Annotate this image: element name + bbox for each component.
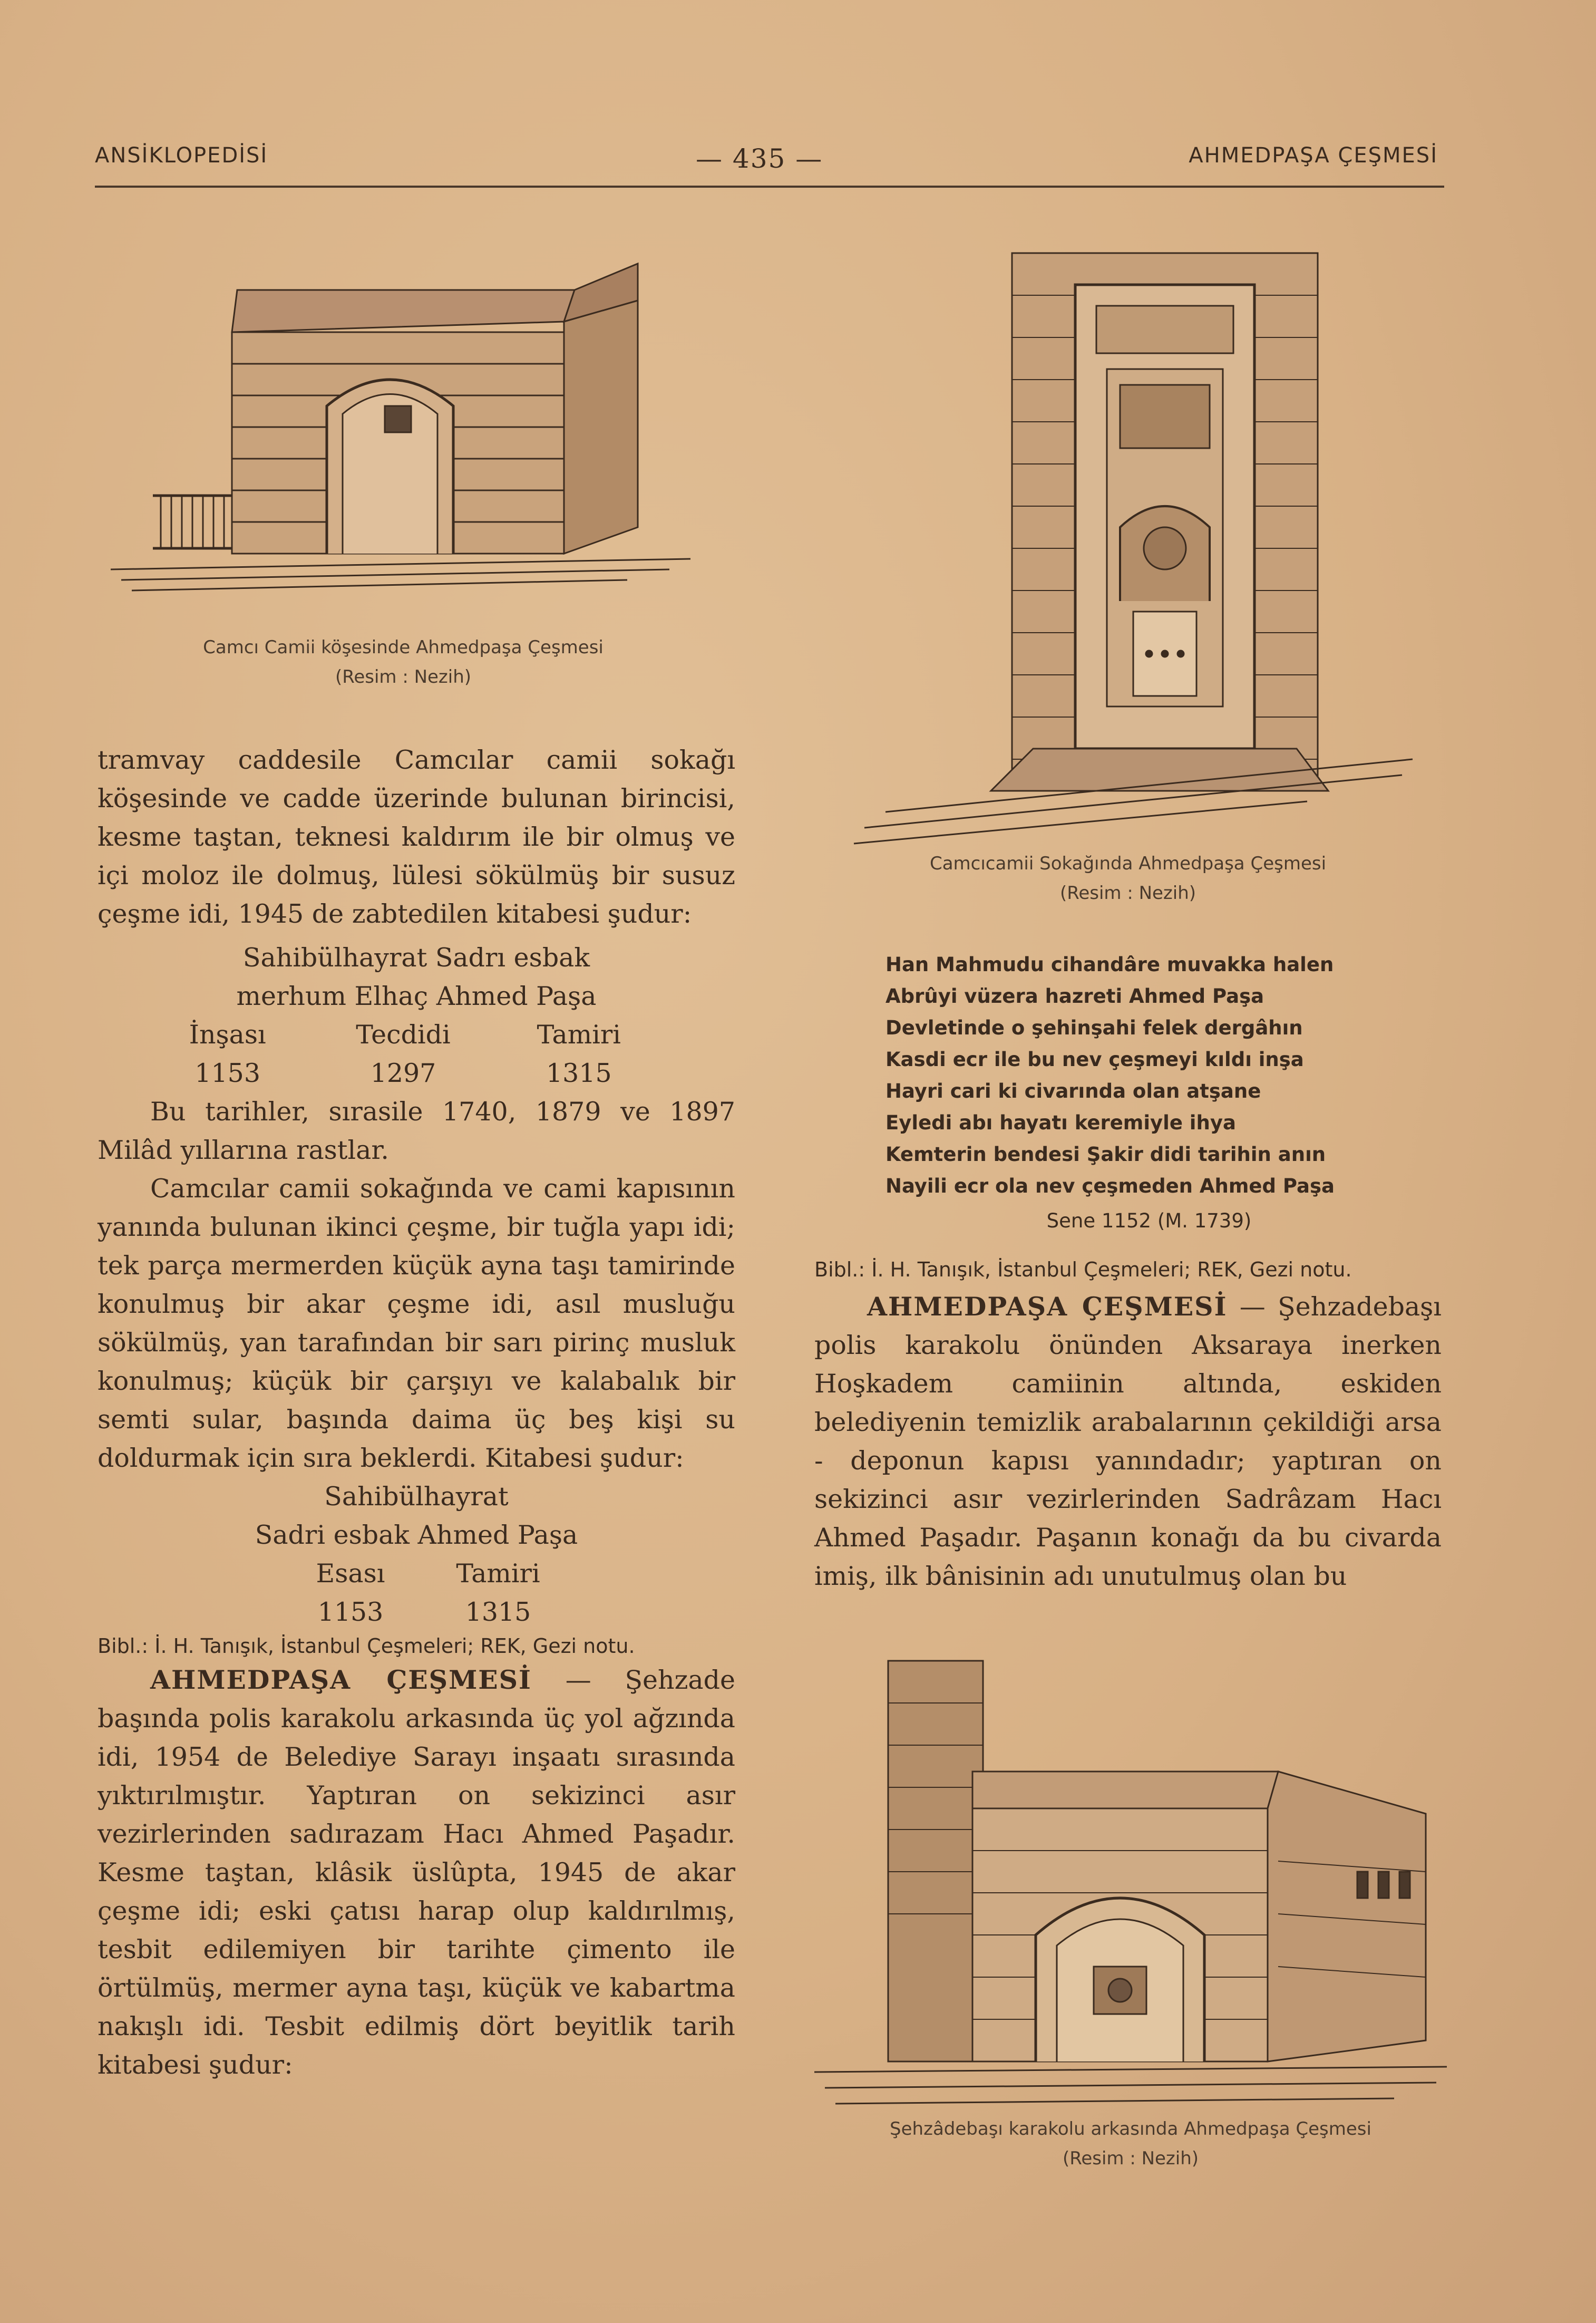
left-entry	[98, 1661, 735, 2084]
inscription-2-years	[277, 1593, 572, 1631]
left-paragraph-1: tramvay caddesile Camcılar camii sokağı köşesinde ve cadde üzerinde bulunan birincisi, kesme taştan, teknesi kaldırım ile bir olmuş ve içi moloz ile dolmuş, lülesi sökülmüş bir susuz çeşme idi, 1945 de zabtedilen kitabesi şudur:	[98, 745, 735, 929]
inscription-1-line-2: merhum Elhaç Ahmed Paşa	[236, 981, 597, 1011]
inscription-2-headers	[277, 1554, 572, 1593]
inscription-2-year: 1315	[465, 1597, 531, 1627]
right-column	[814, 1255, 1442, 1595]
page-number: — 435 —	[696, 143, 823, 174]
left-paragraph-3: Camcılar camii sokağında ve cami kapısının yanında bulunan ikinci çeşme, bir tuğla yapı idi; tek parça mermerden küçük ayna taşı tamirinde konulmuş bir akar çeşme idi, asıl musluğu sökülmüş, yan tarafından bir sarı pirinç musluk konulmuş; küçük bir çarşıyı ve kalabalık bir semti sular, başında daima üç beş kişi su doldurmak için sıra beklerdi. Kitabesi şudur:	[98, 1174, 735, 1473]
inscription-1-headers	[140, 1015, 667, 1054]
inscription-2-line-1: Sahibülhayrat	[324, 1482, 509, 1512]
poem-line: Devletinde o şehinşahi felek dergâhın	[885, 1017, 1303, 1039]
running-head-right: AHMEDPAŞA ÇEŞMESİ	[1189, 143, 1438, 168]
poem-line: Kasdi ecr ile bu nev çeşmeyi kıldı inşa	[885, 1048, 1304, 1071]
right-entry-title: AHMEDPAŞA ÇEŞMESİ	[867, 1291, 1228, 1322]
right-entry-text: — Şehzadebaşı polis karakolu önünden Aksaraya inerken Hoşkadem camiinin altında, eskiden belediyenin temizlik arabalarının çekildiği arsa - deponun kapısı yanındadır; yaptıran on sekizinci asır vezirlerinden Sadrâzam Hacı Ahmed Paşadır. Paşanın konağı da bu civarda imiş, ilk bânisinin adı unutulmuş olan bu	[814, 1292, 1442, 1591]
inscription-1	[98, 938, 735, 1092]
figure-3-caption-credit: (Resim : Nezih)	[1062, 2148, 1199, 2169]
inscription-1-year: 1297	[370, 1058, 436, 1088]
left-bibliography: Bibl.: İ. H. Tanışık, İstanbul Çeşmeleri; REK, Gezi notu.	[98, 1634, 635, 1658]
figure-1-caption-credit: (Resim : Nezih)	[335, 666, 472, 688]
figure-2-caption	[833, 849, 1423, 908]
inscription-1-line-1: Sahibülhayrat Sadrı esbak	[242, 943, 590, 973]
running-head-left: ANSİKLOPEDİSİ	[95, 143, 268, 168]
figure-2-caption-title: Camcıcamii Sokağında Ahmedpaşa Çeşmesi	[929, 853, 1327, 874]
figure-3-caption-title: Şehzâdebaşı karakolu arkasında Ahmedpaşa Çeşmesi	[890, 2118, 1371, 2140]
inscription-2	[98, 1477, 735, 1631]
poem-line: Nayili ecr ola nev çeşmeden Ahmed Paşa	[885, 1175, 1335, 1197]
poem-line: Abrûyi vüzera hazreti Ahmed Paşa	[885, 985, 1264, 1008]
inscription-1-header: Tecdidi	[356, 1020, 451, 1050]
left-paragraph-2: Bu tarihler, sırasile 1740, 1879 ve 1897 Milâd yıllarına rastlar.	[98, 1097, 735, 1165]
left-column	[98, 741, 735, 2084]
figure-1-caption-title: Camcı Camii köşesinde Ahmedpaşa Çeşmesi	[203, 637, 604, 658]
poem-line: Han Mahmudu cihandâre muvakka halen	[885, 953, 1334, 976]
poem-line: Kemterin bendesi Şakir didi tarihin anın	[885, 1143, 1326, 1166]
inscription-2-header: Tamiri	[456, 1559, 540, 1589]
right-entry	[814, 1288, 1442, 1595]
left-entry-title: AHMEDPAŞA ÇEŞMESİ	[150, 1664, 532, 1695]
inscription-1-year: 1315	[546, 1058, 612, 1088]
inscription-1-year: 1153	[194, 1058, 261, 1088]
figure-3-illustration	[814, 1650, 1447, 2109]
inscription-poem	[885, 949, 1413, 1237]
poem-line: Eyledi abı hayatı keremiyle ihya	[885, 1111, 1236, 1134]
inscription-1-header: İnşası	[189, 1020, 266, 1050]
poem-line: Hayri cari ki civarında olan atşane	[885, 1080, 1261, 1102]
figure-1-caption	[111, 633, 696, 692]
figure-3-caption	[814, 2114, 1447, 2173]
right-bibliography: Bibl.: İ. H. Tanışık, İstanbul Çeşmeleri; REK, Gezi notu.	[814, 1258, 1352, 1281]
figure-2-caption-credit: (Resim : Nezih)	[1059, 883, 1196, 904]
poem-date: Sene 1152 (M. 1739)	[1046, 1209, 1252, 1232]
inscription-2-year: 1153	[317, 1597, 384, 1627]
header-rule	[95, 186, 1444, 188]
figure-2-illustration	[833, 232, 1423, 849]
inscription-2-header: Esası	[316, 1559, 385, 1589]
inscription-1-years	[140, 1054, 667, 1092]
figure-1-illustration	[111, 232, 696, 601]
inscription-1-header: Tamiri	[537, 1020, 621, 1050]
inscription-2-line-2: Sadri esbak Ahmed Paşa	[255, 1520, 578, 1550]
left-entry-text: — Şehzade başında polis karakolu arkasında üç yol ağzında idi, 1954 de Belediye Sarayı inşaatı sırasında yıktırılmıştır. Yaptıran on sekizinci asır vezirlerinden sadırazam Hacı Ahmed Paşadır. Kesme taştan, klâsik üslûpta, 1945 de akar çeşme idi; eski çatısı harap olup kaldırılmış, tesbit edilemiyen bir tarihte çimento ile örtülmüş, mermer ayna taşı, küçük ve kabartma nakışlı idi. Tesbit edilmiş dört beyitlik tarih kitabesi şudur:	[98, 1665, 735, 2080]
